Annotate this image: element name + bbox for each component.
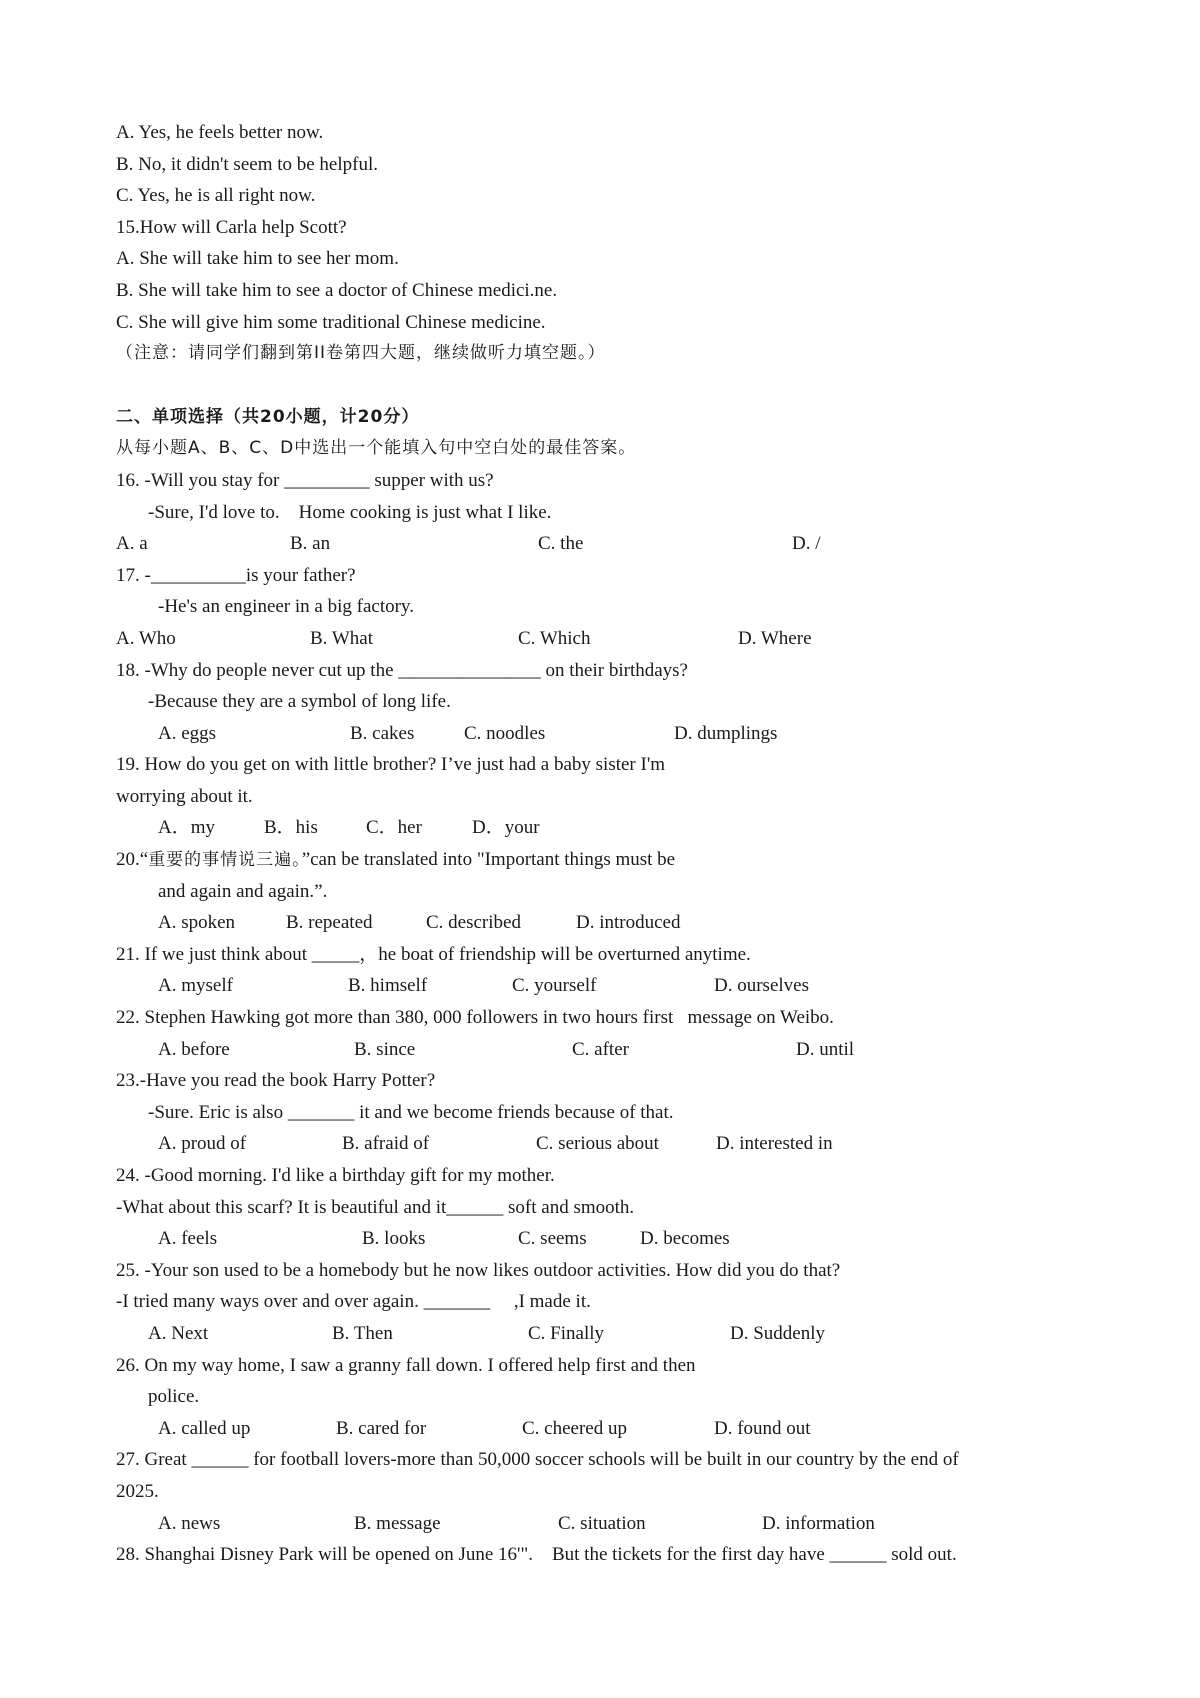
option-a: A. myself: [158, 975, 233, 997]
question-17-options: [116, 623, 1096, 655]
question-20-text: ”can be translated into "Important things must be: [301, 849, 676, 871]
option-c: C. after: [572, 1038, 629, 1060]
option-c: C. situation: [558, 1512, 646, 1534]
question-27-stem: 27. Great ______ for football lovers-more than 50,000 soccer schools will be built in our country by the end of: [116, 1449, 959, 1471]
option-line: B. She will take him to see a doctor of Chinese medici.ne.: [116, 279, 558, 301]
exam-page: [116, 117, 1096, 1571]
question-16-stem: 16. -Will you stay for _________ supper with us?: [116, 469, 494, 491]
option-d: D. /: [792, 533, 821, 555]
question-22-options: [116, 1034, 1096, 1066]
option-b: B. repeated: [286, 912, 373, 934]
question-25-reply: -I tried many ways over and over again. _______ ,I made it.: [116, 1291, 591, 1313]
option-b: B. What: [310, 627, 373, 649]
option-d: D．your: [472, 817, 540, 839]
option-b: B. looks: [362, 1228, 426, 1250]
option-d: D. dumplings: [674, 722, 778, 744]
question-25-stem: 25. -Your son used to be a homebody but he now likes outdoor activities. How did you do that?: [116, 1259, 841, 1281]
option-c: C. the: [538, 533, 584, 555]
question-21-options: [116, 970, 1096, 1002]
question-21-stem: 21. If we just think about _____，he boat of friendship will be overturned anytime.: [116, 943, 751, 965]
question-16-reply: -Sure, I'd love to. Home cooking is just what I like.: [148, 501, 552, 523]
option-c: C. yourself: [512, 975, 597, 997]
question-18-stem: 18. -Why do people never cut up the _______________ on their birthdays?: [116, 659, 688, 681]
option-d: D. Suddenly: [730, 1322, 825, 1344]
question-24-options: [116, 1223, 1096, 1255]
question-23-reply: -Sure. Eric is also _______ it and we become friends because of that.: [148, 1101, 674, 1123]
option-c: C. cheered up: [522, 1417, 627, 1439]
option-a: A. before: [158, 1038, 230, 1060]
question-23-stem: 23.-Have you read the book Harry Potter?: [116, 1070, 436, 1092]
option-c: C. serious about: [536, 1133, 659, 1155]
option-b: B. message: [354, 1512, 441, 1534]
question-26-stem: 26. On my way home, I saw a granny fall down. I offered help first and then: [116, 1354, 696, 1376]
option-d: D. introduced: [576, 912, 681, 934]
question-19-stem: 19. How do you get on with little brother? I’ve just had a baby sister I'm: [116, 754, 666, 776]
question-20-stem: [116, 844, 1096, 876]
listening-note: （注意：请同学们翻到第II卷第四大题，继续做听力填空题。）: [116, 343, 606, 364]
option-b: B. cakes: [350, 722, 415, 744]
option-line: A. Yes, he feels better now.: [116, 122, 324, 143]
question-27-options: [116, 1508, 1096, 1540]
question-19-stem-cont: worrying about it.: [116, 785, 253, 807]
option-c: C. Which: [518, 627, 591, 649]
option-a: A. Next: [148, 1322, 209, 1344]
question-20-stem-cont: and again and again.”.: [158, 880, 328, 902]
option-d: D. information: [762, 1512, 875, 1534]
question-17-stem: 17. -__________is your father?: [116, 564, 356, 586]
question-18-reply: -Because they are a symbol of long life.: [148, 691, 451, 713]
question-26-stem-cont: police.: [148, 1386, 200, 1408]
question-16-options: [116, 528, 1096, 560]
question-18-options: [116, 718, 1096, 750]
option-c: C. seems: [518, 1228, 587, 1250]
option-b: B. cared for: [336, 1417, 427, 1439]
question-26-options: [116, 1413, 1096, 1445]
question-27-stem-cont: 2025.: [116, 1480, 159, 1502]
option-a: A. Who: [116, 627, 176, 649]
option-b: B. himself: [348, 975, 428, 997]
option-line: B. No, it didn't seem to be helpful.: [116, 153, 379, 175]
option-d: D. found out: [714, 1417, 811, 1439]
option-d: D. becomes: [640, 1228, 730, 1250]
option-a: A. feels: [158, 1228, 218, 1250]
question-23-options: [116, 1128, 1096, 1160]
option-b: B. an: [290, 533, 331, 555]
question-25-options: [116, 1318, 1096, 1350]
option-c: C. noodles: [464, 722, 546, 744]
option-line: C. Yes, he is all right now.: [116, 185, 316, 207]
option-a: A．my: [158, 817, 216, 839]
question-15-stem: 15.How will Carla help Scott?: [116, 216, 347, 238]
option-a: A. a: [116, 533, 148, 555]
section-instruction: 从每小题A、B、C、D中选出一个能填入句中空白处的最佳答案。: [116, 438, 637, 459]
option-b: B. afraid of: [342, 1133, 430, 1155]
option-d: D. until: [796, 1038, 855, 1060]
option-a: A. called up: [158, 1417, 251, 1439]
option-d: D. ourselves: [714, 975, 809, 997]
option-line: C. She will give him some traditional Chinese medicine.: [116, 311, 546, 333]
question-24-stem: 24. -Good morning. I'd like a birthday gift for my mother.: [116, 1165, 555, 1186]
question-24-reply: -What about this scarf? It is beautiful and it______ soft and smooth.: [116, 1196, 635, 1218]
question-20-options: [116, 907, 1096, 939]
option-a: A. spoken: [158, 912, 236, 934]
option-a: A. eggs: [158, 722, 217, 744]
option-line: A. She will take him to see her mom.: [116, 248, 399, 270]
section-title: 二、单项选择（共20小题，计20分）: [116, 406, 420, 427]
option-c: C. Finally: [528, 1322, 605, 1344]
option-a: A. news: [158, 1512, 221, 1534]
question-22-stem: 22. Stephen Hawking got more than 380, 000 followers in two hours first message on Weibo.: [116, 1007, 834, 1029]
option-c: C. described: [426, 912, 521, 934]
question-20-number: 20.“: [116, 849, 149, 871]
question-17-reply: -He's an engineer in a big factory.: [158, 596, 414, 618]
option-b: B．his: [264, 817, 318, 839]
option-b: B. since: [354, 1038, 416, 1060]
option-d: D. Where: [738, 627, 812, 649]
option-c: C．her: [366, 817, 422, 839]
option-d: D. interested in: [716, 1133, 833, 1155]
option-b: B. Then: [332, 1322, 393, 1344]
question-28-stem: 28. Shanghai Disney Park will be opened on June 16'". But the tickets for the first day have ______ sold out.: [116, 1544, 957, 1566]
question-20-chinese: 重要的事情说三遍。: [148, 850, 302, 871]
option-a: A. proud of: [158, 1133, 247, 1155]
question-19-options: [116, 812, 1096, 844]
